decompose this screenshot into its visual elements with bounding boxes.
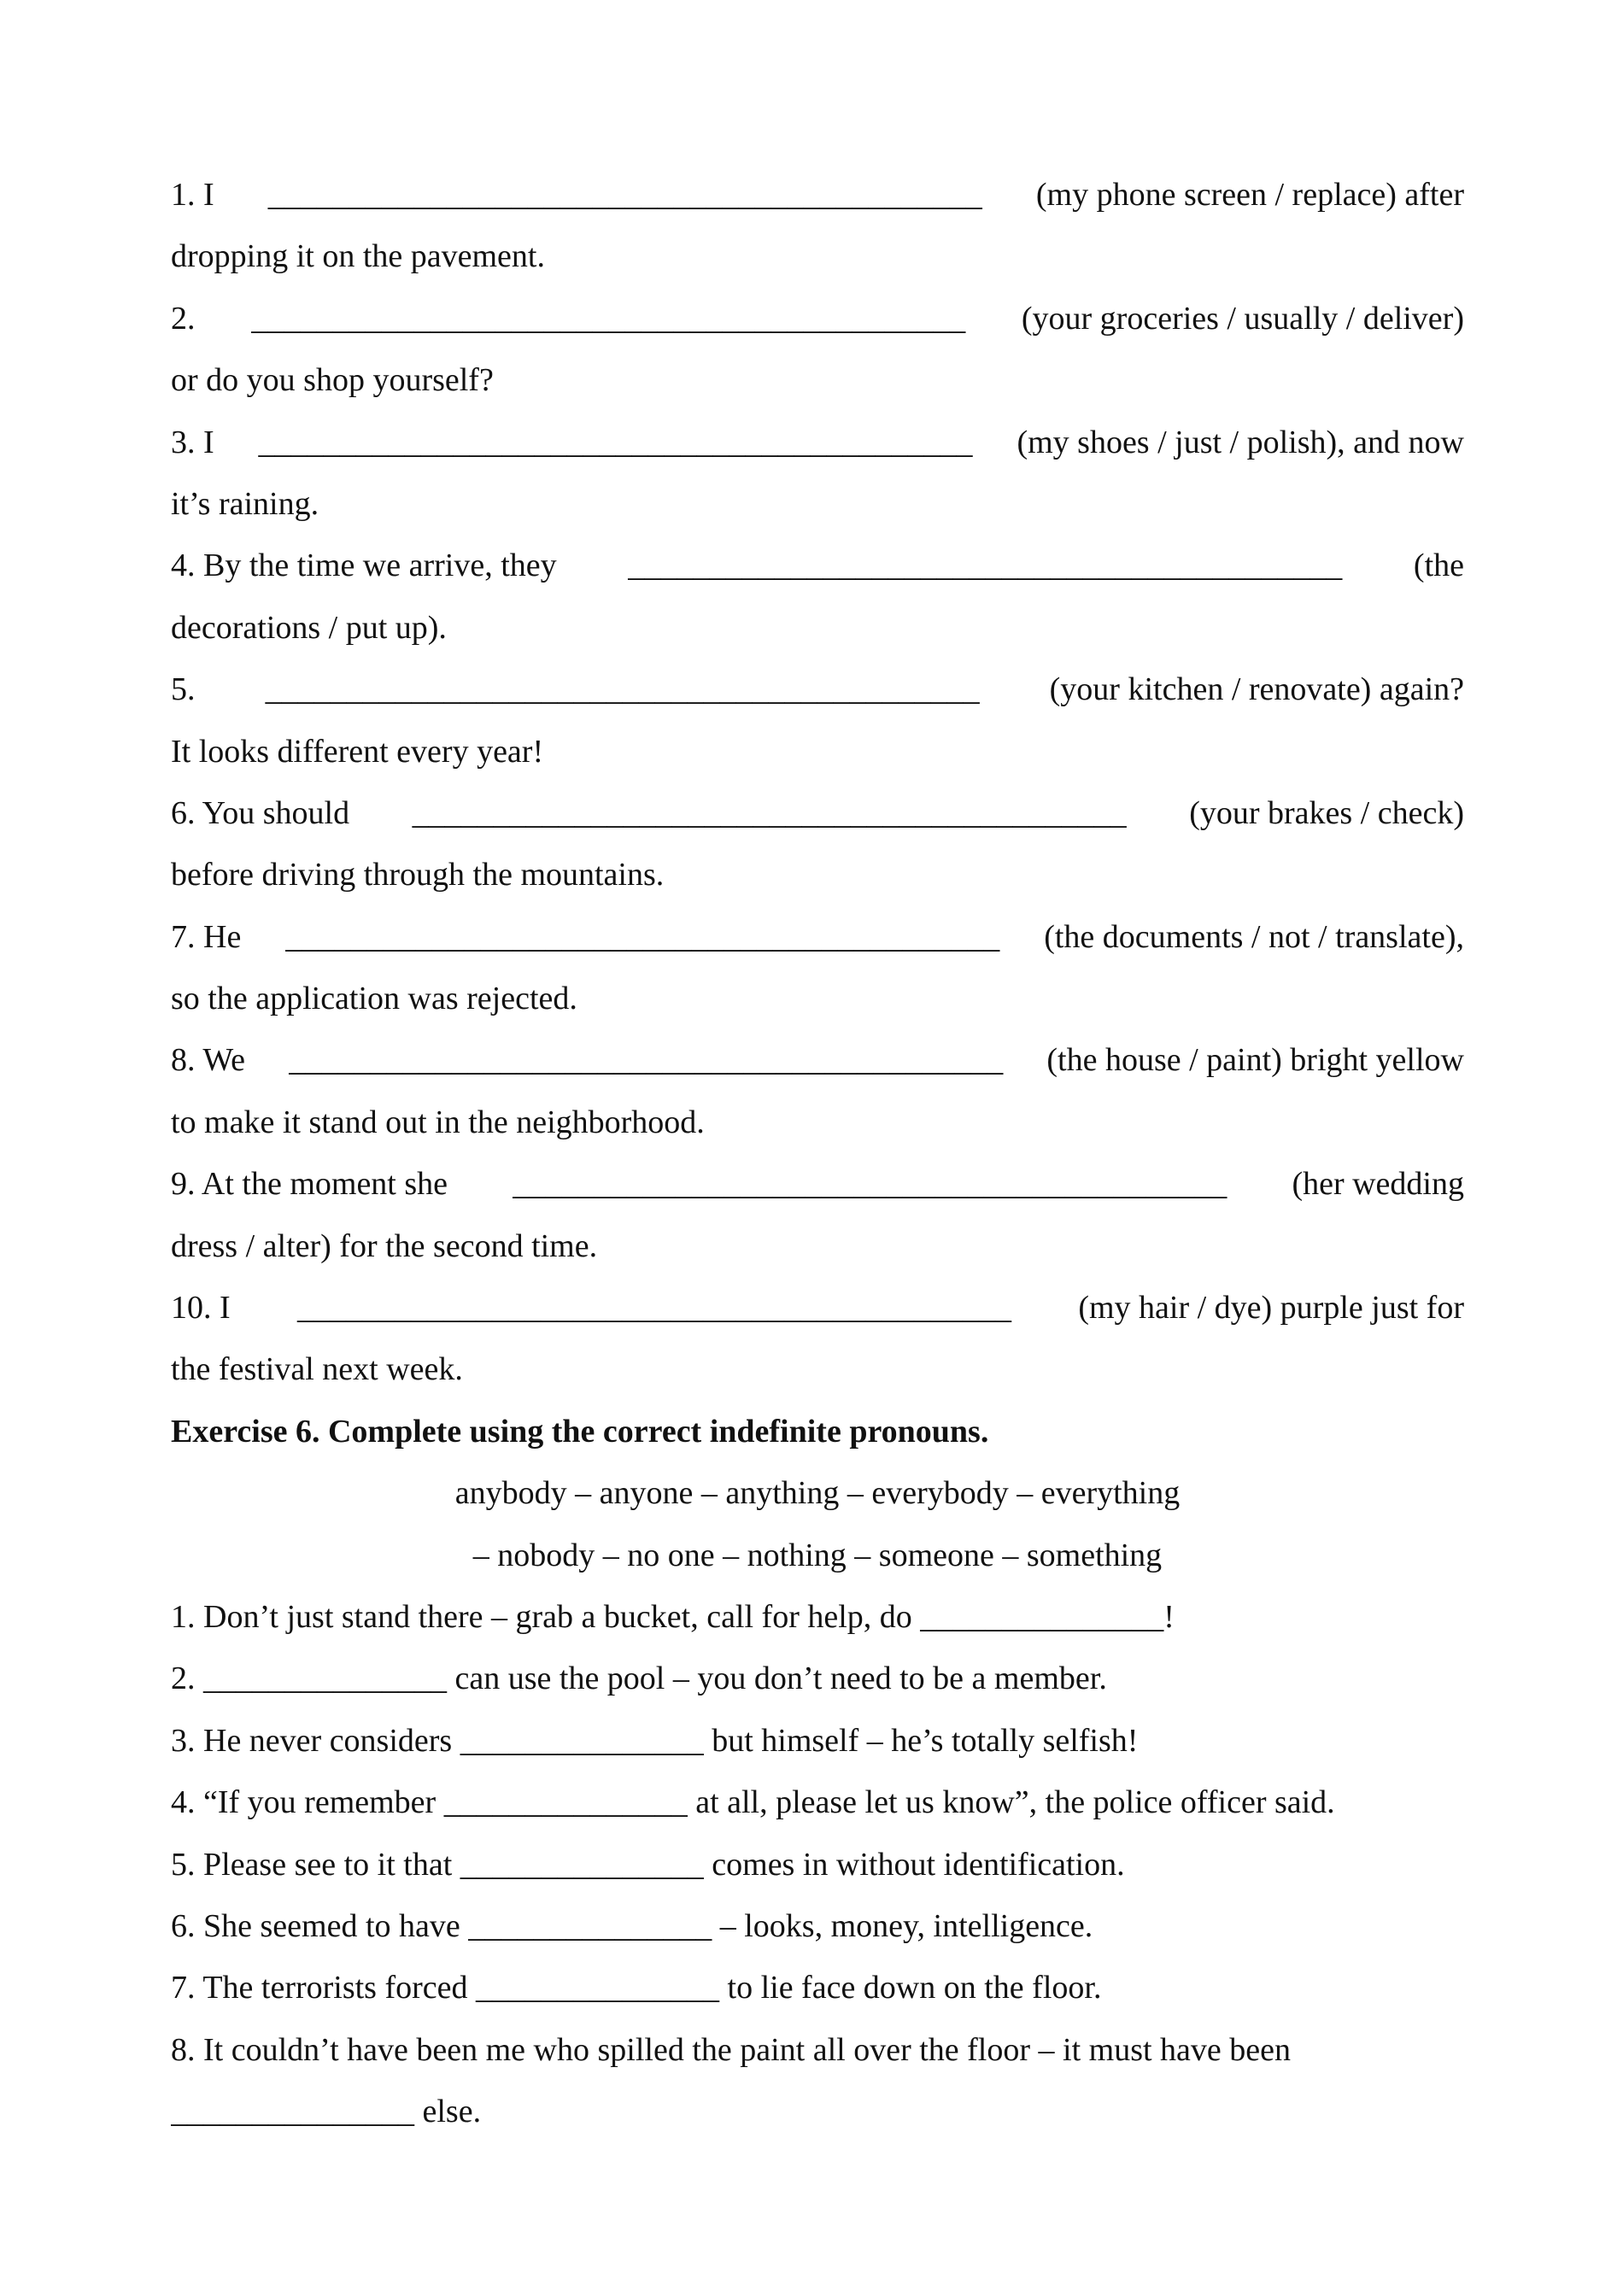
ex6-item-1-before: 1. Don’t just stand there – grab a bucket, call for help, do — [171, 1598, 912, 1635]
exercise-6-heading: Exercise 6. Complete using the correct indefinite pronouns. — [171, 1413, 989, 1450]
ex5-item-5 — [171, 659, 1464, 782]
ex5-item-2-hint: (your groceries / usually / deliver) — [1021, 300, 1464, 337]
ex5-item-10-start: 10. I — [171, 1290, 231, 1327]
ex5-item-6-continuation: before driving through the mountains. — [171, 857, 665, 893]
ex5-item-7-start: 7. He — [171, 918, 242, 955]
ex6-item-7-before: 7. The terrorists forced — [171, 1970, 468, 2006]
ex5-item-3-hint: (my shoes / just / polish), and now — [1017, 424, 1464, 460]
ex6-item-8-after: else. — [422, 2094, 482, 2130]
ex5-item-4-continuation: decorations / put up). — [171, 609, 447, 646]
ex5-item-6 — [171, 782, 1464, 906]
ex6-item-2-before: 2. — [171, 1660, 196, 1697]
word-bank-line-2: – nobody – no one – nothing – someone – something — [472, 1537, 1163, 1573]
ex5-item-6-start: 6. You should — [171, 794, 350, 831]
ex5-item-1-continuation: dropping it on the pavement. — [171, 238, 545, 275]
ex5-item-10-continuation: the festival next week. — [171, 1351, 463, 1388]
ex5-item-10-blank[interactable]: ____________________________________________ — [296, 1290, 1011, 1327]
ex5-item-3-continuation: it’s raining. — [171, 485, 319, 522]
ex6-item-3-blank[interactable]: _______________ — [460, 1722, 704, 1759]
ex6-item-1-after: ! — [1163, 1598, 1175, 1635]
ex5-item-1-blank[interactable]: ____________________________________________ — [267, 177, 982, 213]
ex5-item-4-blank[interactable]: ____________________________________________ — [628, 548, 1343, 584]
ex6-item-6 — [171, 1895, 1464, 1957]
ex5-item-9 — [171, 1153, 1464, 1277]
ex6-item-4 — [171, 1772, 1464, 1833]
ex6-item-6-blank[interactable]: _______________ — [468, 1907, 712, 1944]
ex5-item-5-blank[interactable]: ____________________________________________ — [265, 671, 980, 708]
ex6-item-2-blank[interactable]: _______________ — [203, 1660, 447, 1697]
ex5-item-1-hint: (my phone screen / replace) after — [1035, 177, 1464, 213]
ex6-item-1-blank[interactable]: _______________ — [920, 1598, 1164, 1635]
exercise-5-list — [171, 164, 1464, 1401]
ex5-item-8-hint: (the house / paint) bright yellow — [1046, 1042, 1464, 1079]
ex6-item-7-after: to lie face down on the floor. — [727, 1970, 1102, 2006]
ex5-item-4-start: 4. By the time we arrive, they — [171, 548, 557, 584]
ex5-item-2-blank[interactable]: ____________________________________________ — [251, 300, 966, 337]
ex6-item-7 — [171, 1957, 1464, 2018]
ex5-item-9-hint: (her wedding — [1292, 1166, 1464, 1203]
ex5-item-3 — [171, 412, 1464, 536]
ex5-item-4-hint: (the — [1413, 548, 1464, 584]
ex6-item-5-blank[interactable]: _______________ — [460, 1846, 704, 1883]
ex5-item-3-blank[interactable]: ____________________________________________ — [258, 424, 973, 460]
ex5-item-2 — [171, 288, 1464, 412]
ex5-item-1-start: 1. I — [171, 177, 214, 213]
ex6-item-2-after: can use the pool – you don’t need to be a member. — [454, 1660, 1107, 1697]
ex6-item-4-after: at all, please let us know”, the police officer said. — [695, 1784, 1335, 1821]
ex5-item-8-start: 8. We — [171, 1042, 246, 1079]
ex5-item-7-continuation: so the application was rejected. — [171, 981, 577, 1017]
ex6-item-4-before: 4. “If you remember — [171, 1784, 437, 1821]
ex6-item-5-after: comes in without identification. — [712, 1846, 1125, 1883]
ex5-item-5-start: 5. — [171, 671, 196, 708]
ex5-item-10 — [171, 1277, 1464, 1401]
ex5-item-8 — [171, 1029, 1464, 1153]
ex5-item-3-start: 3. I — [171, 424, 214, 460]
ex5-item-2-continuation: or do you shop yourself? — [171, 362, 494, 399]
ex6-item-6-after: – looks, money, intelligence. — [719, 1907, 1093, 1944]
ex5-item-9-start: 9. At the moment she — [171, 1166, 448, 1203]
ex6-item-5 — [171, 1834, 1464, 1895]
word-bank-line-1: anybody – anyone – anything – everybody – everything — [454, 1475, 1181, 1512]
ex6-item-1 — [171, 1586, 1464, 1648]
ex5-item-9-blank[interactable]: ____________________________________________ — [513, 1166, 1228, 1203]
ex5-item-7 — [171, 906, 1464, 1030]
ex5-item-10-hint: (my hair / dye) purple just for — [1078, 1290, 1464, 1327]
ex6-item-8-line-1: 8. It couldn’t have been me who spilled the paint all over the floor – it must have been — [171, 2031, 1291, 2068]
ex6-item-2 — [171, 1648, 1464, 1709]
ex5-item-5-hint: (your kitchen / renovate) again? — [1049, 671, 1464, 708]
ex5-item-8-blank[interactable]: ____________________________________________ — [289, 1042, 1004, 1079]
ex6-item-7-blank[interactable]: _______________ — [476, 1970, 720, 2006]
ex5-item-5-continuation: It looks different every year! — [171, 733, 544, 770]
ex5-item-4 — [171, 535, 1464, 659]
ex6-item-3-after: but himself – he’s totally selfish! — [712, 1722, 1139, 1759]
ex5-item-6-hint: (your brakes / check) — [1189, 794, 1464, 831]
ex5-item-9-continuation: dress / alter) for the second time. — [171, 1227, 598, 1264]
ex5-item-1 — [171, 164, 1464, 288]
ex6-item-8-blank[interactable]: _______________ — [171, 2094, 414, 2130]
ex6-item-4-blank[interactable]: _______________ — [443, 1784, 688, 1821]
ex5-item-2-start: 2. — [171, 300, 196, 337]
ex5-item-7-blank[interactable]: ____________________________________________ — [285, 918, 1000, 955]
ex5-item-7-hint: (the documents / not / translate), — [1044, 918, 1464, 955]
ex5-item-8-continuation: to make it stand out in the neighborhood. — [171, 1104, 705, 1140]
ex6-item-3-before: 3. He never considers — [171, 1722, 453, 1759]
worksheet-page — [171, 164, 1464, 2143]
exercise-6-section — [171, 1401, 1464, 2143]
ex5-item-6-blank[interactable]: ____________________________________________ — [412, 794, 1127, 831]
ex6-item-5-before: 5. Please see to it that — [171, 1846, 453, 1883]
ex6-item-8 — [171, 2019, 1464, 2143]
ex6-item-3 — [171, 1710, 1464, 1772]
ex6-item-6-before: 6. She seemed to have — [171, 1907, 460, 1944]
